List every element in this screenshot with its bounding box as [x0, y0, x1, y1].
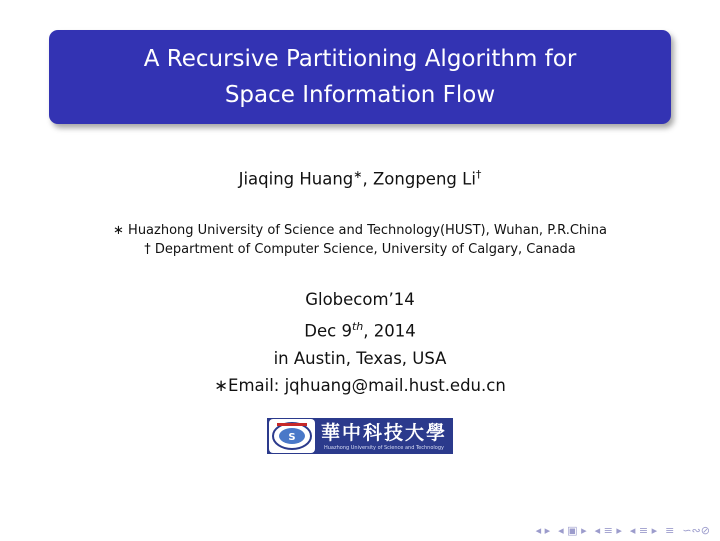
date-prefix: Dec 9	[304, 321, 352, 341]
date-suffix-sup: th	[351, 320, 364, 333]
affiliation-1: ∗ Huazhong University of Science and Technology(HUST), Wuhan, P.R.China	[113, 223, 607, 238]
conference-info	[0, 286, 720, 399]
university-logo	[267, 418, 453, 454]
title-line-2: Space Information Flow	[224, 82, 496, 108]
affiliation-2: † Department of Computer Science, University of Calgary, Canada	[144, 242, 576, 257]
date-year: , 2014	[363, 321, 416, 341]
affiliations	[0, 221, 720, 259]
nav-first-icon[interactable]: ◂ ▸	[535, 524, 551, 537]
conference-location: in Austin, Texas, USA	[273, 348, 447, 368]
contact-email[interactable]: ∗Email: jqhuang@mail.hust.edu.cn	[214, 375, 506, 395]
logo-chinese-name: 華中科技大學	[320, 421, 447, 444]
authors	[0, 168, 720, 189]
author-separator: ,	[362, 169, 373, 189]
hust-emblem-icon	[269, 419, 315, 453]
author-1: Jiaqing Huang	[238, 169, 354, 189]
conference-date	[0, 313, 720, 345]
logo-text	[315, 421, 453, 452]
title-box	[49, 30, 671, 124]
nav-align-icon[interactable]: ≡	[665, 524, 675, 537]
title-line-1: A Recursive Partitioning Algorithm for	[143, 46, 577, 72]
nav-prev-frame-icon[interactable]: ◂ ▣ ▸	[558, 524, 587, 537]
conference-name: Globecom’14	[305, 290, 415, 309]
logo-english-name: Huazhong University of Science and Technology	[324, 444, 444, 451]
author-2-mark: †	[475, 168, 482, 181]
nav-subsection-icon[interactable]: ◂ ≡ ▸	[629, 524, 658, 537]
svg-text:S: S	[288, 432, 296, 443]
beamer-navigation	[536, 524, 710, 537]
author-1-mark: ∗	[353, 168, 363, 181]
author-2: Zongpeng Li	[373, 169, 476, 189]
nav-search-icon[interactable]: ∽∾⊘	[682, 524, 710, 537]
nav-section-icon[interactable]: ◂ ≡ ▸	[594, 524, 622, 537]
